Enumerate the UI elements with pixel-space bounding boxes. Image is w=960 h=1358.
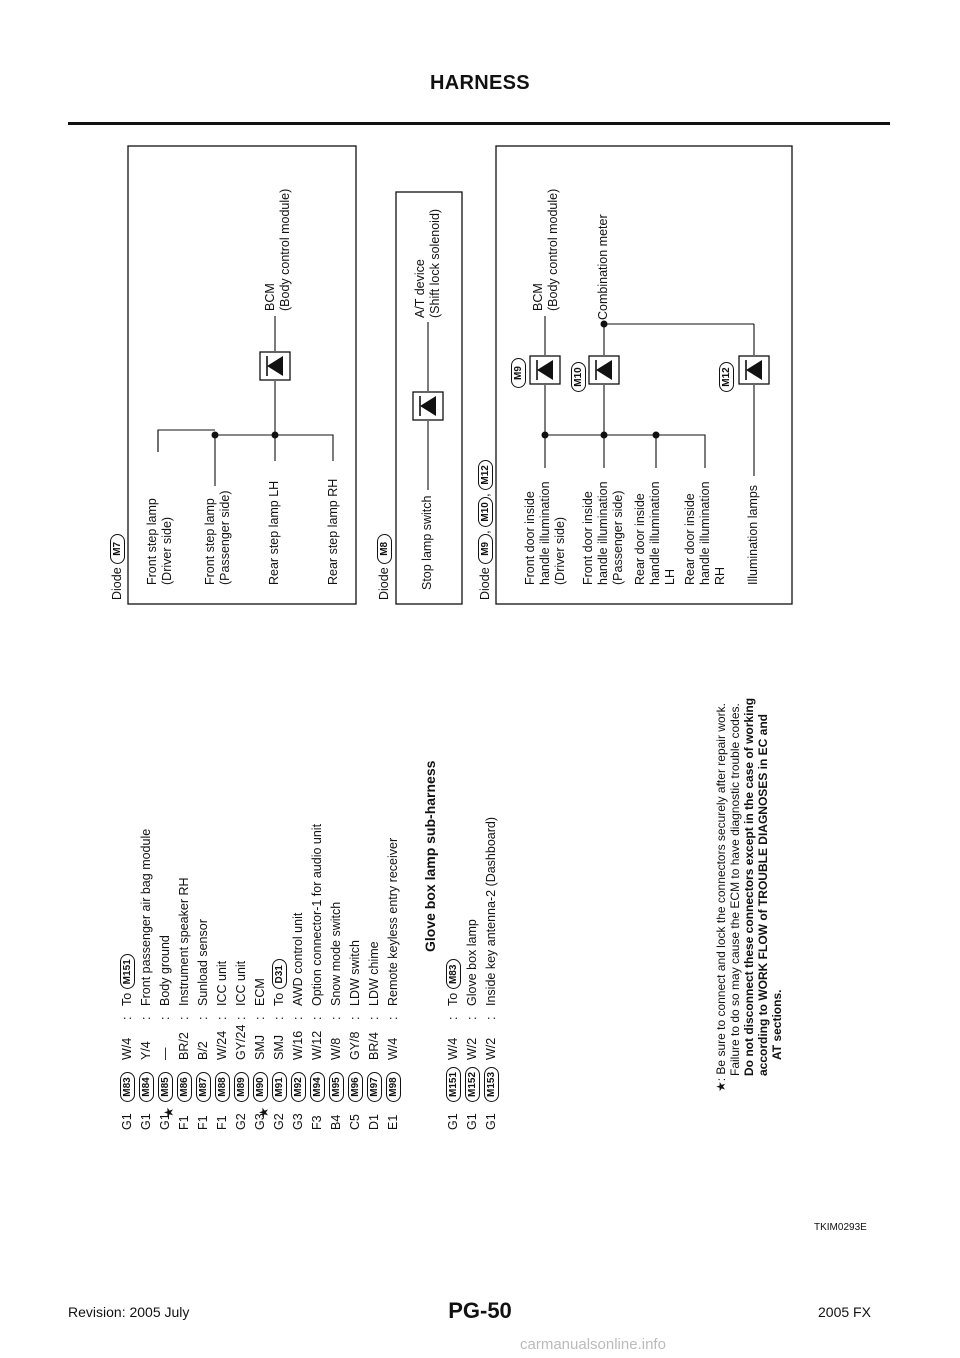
connector-description: Snow mode switch: [329, 901, 343, 1006]
rear-door-rh-label: Rear door inside handle illumination RH: [683, 481, 727, 585]
connector-description: Front passenger air bag module: [139, 828, 153, 1006]
connector-badge: M153: [484, 1067, 499, 1102]
connector-badge: M151: [446, 1067, 461, 1102]
connector-description: AWD control unit: [291, 912, 305, 1006]
separator: :: [196, 1016, 210, 1020]
grid-location: G1: [484, 1113, 498, 1130]
grid-location: G3: [291, 1113, 305, 1130]
separator: :: [215, 1016, 229, 1020]
grid-location: F1: [215, 1115, 229, 1130]
page-number: PG-50: [448, 1298, 512, 1323]
connector-description: Sunload sensor: [196, 919, 210, 1006]
note-line-3: Do not disconnect these connectors except in the case of working: [742, 697, 756, 1076]
bcm-label-2: BCM (Body control module): [531, 188, 560, 311]
connector-badge: D31: [272, 959, 287, 989]
diode-m9-title: Diode M9, M10, M12: [478, 460, 493, 600]
diode-symbol: [739, 356, 769, 384]
separator: :: [120, 1016, 134, 1020]
connector-badge: M12: [478, 460, 493, 490]
separator: :: [158, 1016, 172, 1020]
wire-color: W/2: [484, 1037, 498, 1060]
rear-step-lamp-lh-label: Rear step lamp LH: [267, 480, 281, 585]
diode-m8-title: Diode M8: [377, 534, 392, 600]
wire-color: —: [158, 1047, 172, 1060]
wire-color: W/24: [215, 1030, 229, 1060]
separator: :: [310, 1016, 324, 1020]
front-door-passenger-label: Front door inside handle illumination (Passenger side): [581, 481, 625, 585]
diode-symbol: [589, 356, 619, 384]
connector-badge: M85: [158, 1072, 173, 1102]
model-text: 2005 FX: [818, 1304, 871, 1320]
wire-color: W/8: [329, 1037, 343, 1060]
connector-badge: M10: [478, 497, 493, 527]
connector-description: To D31: [270, 959, 289, 1006]
page-title: HARNESS: [430, 72, 530, 94]
grid-location: G1: [158, 1113, 172, 1130]
star-icon: ★: [714, 1081, 728, 1092]
note-line-2: Failure to do so may cause the ECM to have diagnostic trouble codes.: [728, 703, 742, 1076]
connector-badge: M94: [310, 1072, 325, 1102]
connector-description: To M151: [118, 954, 137, 1006]
grid-location: G3: [253, 1113, 267, 1130]
front-door-driver-label: Front door inside handle illumination (Driver side): [523, 481, 567, 585]
separator: :: [465, 1016, 479, 1020]
connector-badge: M9: [478, 534, 493, 564]
connector-description: Instrument speaker RH: [177, 877, 191, 1006]
junction-dot: [212, 432, 219, 439]
connector-badge: M89: [234, 1072, 249, 1102]
connector-badge: M83: [120, 1072, 135, 1102]
rear-door-lh-label: Rear door inside handle illumination LH: [633, 481, 677, 585]
stop-lamp-switch-label: Stop lamp switch: [420, 495, 434, 590]
connector-description: To M83: [444, 959, 463, 1006]
wire-color: W/4: [386, 1037, 400, 1060]
front-step-lamp-passenger-label: Front step lamp (Passenger side): [203, 490, 232, 585]
connector-badge: M152: [465, 1067, 480, 1102]
connector-badge: M87: [196, 1072, 211, 1102]
m12-badge: M12: [718, 362, 736, 392]
connector-badge: M88: [215, 1072, 230, 1102]
connector-description: ECM: [253, 978, 267, 1006]
wire-color: W/16: [291, 1030, 305, 1060]
front-step-lamp-driver-label: Front step lamp (Driver side): [145, 498, 174, 585]
separator: :: [291, 1016, 305, 1020]
connector-description: LDW chime: [367, 941, 381, 1006]
connector-badge: M83: [446, 959, 461, 989]
wire-color: W/12: [310, 1030, 324, 1060]
separator: :: [177, 1016, 191, 1020]
wire-color: GY/8: [348, 1031, 362, 1060]
connector-description: Inside key antenna-2 (Dashboard): [484, 816, 498, 1006]
connector-badge: M95: [329, 1072, 344, 1102]
separator: :: [329, 1016, 343, 1020]
separator: :: [386, 1016, 400, 1020]
diode-symbol: [260, 352, 290, 380]
connector-badge: M97: [367, 1072, 382, 1102]
connector-badge: M84: [139, 1072, 154, 1102]
separator: :: [139, 1016, 153, 1020]
grid-location: G1: [139, 1113, 153, 1130]
bcm-label: BCM (Body control module): [263, 188, 292, 311]
diode-symbol: [530, 356, 560, 384]
connector-badge: M91: [272, 1072, 287, 1102]
grid-location: C5: [348, 1114, 362, 1130]
connector-badge: M92: [291, 1072, 306, 1102]
grid-location: G1: [465, 1113, 479, 1130]
grid-location: G2: [272, 1113, 286, 1130]
grid-location: E1: [386, 1114, 400, 1130]
grid-location: D1: [367, 1114, 381, 1130]
connector-description: LDW switch: [348, 940, 362, 1006]
connector-description: ICC unit: [234, 960, 248, 1006]
note-line-1: ★: Be sure to connect and lock the connectors securely after repair work.: [714, 703, 728, 1092]
separator: :: [446, 1016, 460, 1020]
junction-dot: [653, 432, 660, 439]
note-line-4: according to WORK FLOW of TROUBLE DIAGNOSES in EC and: [756, 714, 770, 1076]
separator: :: [253, 1016, 267, 1020]
star-icon: ★: [257, 1106, 271, 1118]
connector-badge: M7: [110, 534, 125, 564]
illumination-lamps-label: Illumination lamps: [746, 484, 760, 585]
grid-location: F1: [196, 1115, 210, 1130]
grid-location: G2: [234, 1113, 248, 1130]
connector-description: Remote keyless entry receiver: [386, 837, 400, 1006]
separator: :: [367, 1016, 381, 1020]
separator: :: [272, 1016, 286, 1020]
diode-symbol: [413, 392, 443, 420]
connector-badge: M98: [386, 1072, 401, 1102]
wire-color: Y/4: [139, 1041, 153, 1060]
at-device-label: A/T device (Shift lock solenoid): [413, 208, 442, 318]
grid-location: G1: [446, 1113, 460, 1130]
connector-description: Option connector-1 for audio unit: [310, 823, 324, 1006]
connector-description: ICC unit: [215, 960, 229, 1006]
separator: :: [484, 1016, 498, 1020]
connector-badge: M151: [120, 954, 135, 989]
revision-text: Revision: 2005 July: [68, 1304, 190, 1320]
combination-meter-label: Combination meter: [596, 214, 610, 320]
grid-location: F3: [310, 1115, 324, 1130]
note-line-5: AT sections.: [770, 989, 784, 1060]
wire-color: SMJ: [272, 1035, 286, 1060]
wire-color: W/2: [465, 1037, 479, 1060]
wire-color: GY/24: [234, 1024, 248, 1060]
rear-step-lamp-rh-label: Rear step lamp RH: [326, 478, 340, 585]
grid-location: G1: [120, 1113, 134, 1130]
wire-color: W/4: [120, 1037, 134, 1060]
wire-color: BR/2: [177, 1032, 191, 1060]
connector-badge: M96: [348, 1072, 363, 1102]
diode-m7-title: Diode M7: [110, 534, 125, 600]
grid-location: F1: [177, 1115, 191, 1130]
connector-badge: M90: [253, 1072, 268, 1102]
grid-location: B4: [329, 1114, 343, 1130]
wire-color: W/4: [446, 1037, 460, 1060]
connector-description: Body ground: [158, 935, 172, 1006]
separator: :: [348, 1016, 362, 1020]
wire-color: B/2: [196, 1041, 210, 1060]
sub-harness-title: Glove box lamp sub-harness: [422, 760, 438, 952]
wire-color: SMJ: [253, 1035, 267, 1060]
m9-badge: M9: [510, 358, 528, 388]
wire-color: BR/4: [367, 1032, 381, 1060]
watermark: carmanualsonline.info: [520, 1336, 666, 1353]
star-icon: ★: [162, 1106, 176, 1118]
connector-description: Glove box lamp: [465, 919, 479, 1006]
connector-badge: M8: [377, 534, 392, 564]
m10-badge: M10: [570, 362, 588, 392]
connector-badge: M86: [177, 1072, 192, 1102]
figure-id: TKIM0293E: [814, 1222, 867, 1233]
separator: :: [234, 1016, 248, 1020]
